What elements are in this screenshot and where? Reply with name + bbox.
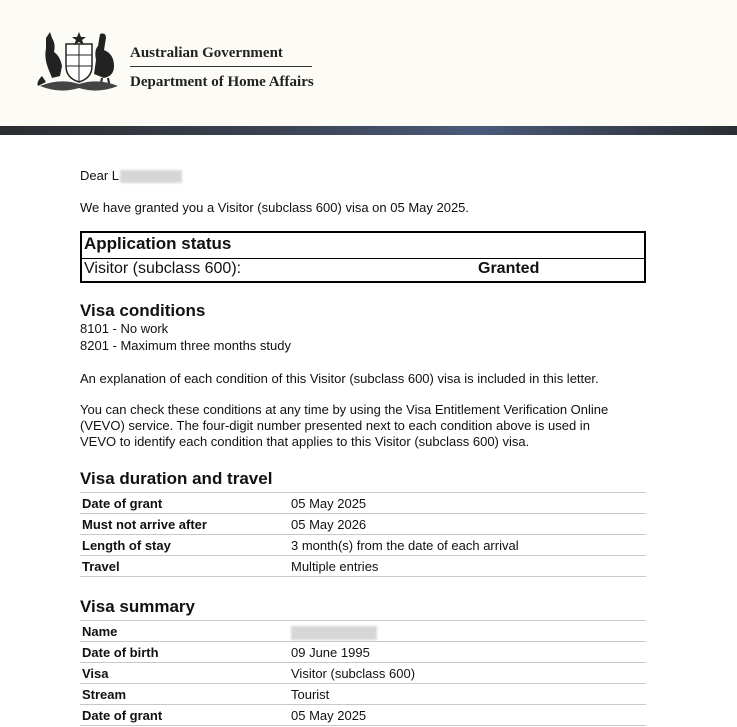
- redacted-name: [291, 626, 377, 640]
- table-row: [80, 705, 646, 726]
- row-value: 05 May 2025: [291, 496, 367, 511]
- conditions-explanation: An explanation of each condition of this Visitor (subclass 600) visa is included in this letter.: [80, 371, 599, 386]
- row-label: Must not arrive after: [82, 517, 207, 532]
- table-row: [80, 663, 646, 684]
- duration-travel-table: [80, 492, 646, 577]
- letterhead: [0, 0, 737, 126]
- duration-travel-title: Visa duration and travel: [80, 469, 273, 488]
- header-band: [0, 126, 737, 135]
- row-value: Multiple entries: [291, 559, 379, 574]
- row-value: 3 month(s) from the date of each arrival: [291, 538, 519, 553]
- header-divider: [130, 66, 312, 67]
- visa-summary-title: Visa summary: [80, 597, 195, 616]
- status-divider: [82, 258, 644, 259]
- vevo-paragraph-line: (VEVO) service. The four-digit number presented next to each condition above is used in: [80, 418, 590, 433]
- department-title: Department of Home Affairs: [130, 74, 314, 90]
- grant-sentence: We have granted you a Visitor (subclass 600) visa on 05 May 2025.: [80, 200, 470, 215]
- table-row: [80, 492, 646, 514]
- redacted-name-value: [291, 624, 377, 640]
- vevo-paragraph-line: VEVO to identify each condition that applies to this Visitor (subclass 600) visa.: [80, 434, 530, 449]
- condition-item: 8101 - No work: [80, 321, 169, 336]
- application-status-box: [80, 231, 646, 283]
- row-value: Visitor (subclass 600): [291, 666, 416, 681]
- coat-of-arms-icon: [36, 30, 122, 92]
- application-status-value: Granted: [478, 260, 540, 277]
- vevo-paragraph-line: You can check these conditions at any time by using the Visa Entitlement Verification Online: [80, 402, 609, 417]
- table-row: [80, 642, 646, 663]
- application-status-title: Application status: [84, 234, 232, 253]
- visa-conditions-title: Visa conditions: [80, 301, 206, 320]
- application-status-label: Visitor (subclass 600):: [84, 260, 242, 277]
- table-row: [80, 556, 646, 577]
- row-label: Travel: [82, 559, 120, 574]
- table-row: [80, 620, 646, 642]
- row-value: 05 May 2026: [291, 517, 367, 532]
- table-row: [80, 684, 646, 705]
- row-label: Date of birth: [82, 645, 159, 660]
- redacted-name: [120, 170, 182, 183]
- table-row: [80, 514, 646, 535]
- row-label: Length of stay: [82, 538, 171, 553]
- table-row: [80, 535, 646, 556]
- row-label: Date of grant: [82, 496, 163, 511]
- row-label: Name: [82, 624, 118, 639]
- row-value: 05 May 2025: [291, 708, 367, 723]
- row-value: Tourist: [291, 687, 330, 702]
- row-value: 09 June 1995: [291, 645, 370, 660]
- salutation: Dear L: [80, 168, 182, 185]
- row-label: Visa: [82, 666, 109, 681]
- row-label: Date of grant: [82, 708, 163, 723]
- condition-item: 8201 - Maximum three months study: [80, 338, 291, 353]
- government-title: Australian Government: [130, 45, 283, 61]
- visa-summary-table: [80, 620, 646, 726]
- row-label: Stream: [82, 687, 127, 702]
